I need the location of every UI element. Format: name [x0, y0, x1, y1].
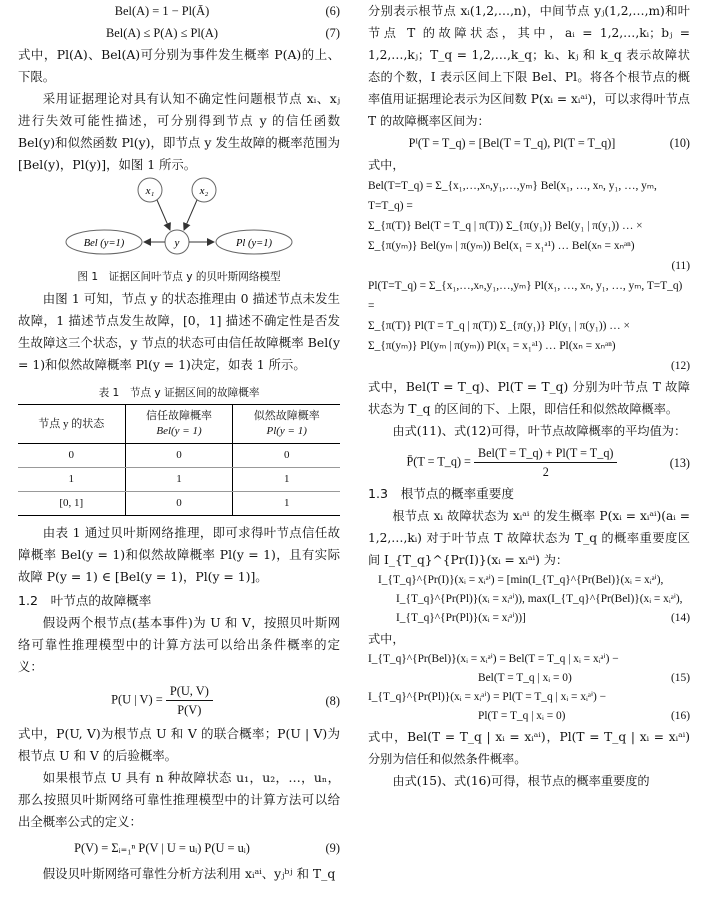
- paragraph: 假设贝叶斯网络可靠性分析方法利用 xᵢᵃⁱ、yⱼᵇʲ 和 T_q: [42, 866, 336, 881]
- paragraph: 由图 1 可知，节点 y 的状态推理由 0 描述节点未发生故障，1 描述节点发生故障，[0，1] 描述不确定性是否发生故障这三个状态，y 节点的状态可由信任故障概率 Bel(y = 1)和似然故障概率 Pl(y = 1)决定，如表 1 所示。: [18, 291, 340, 372]
- node-x1-label: x₁: [145, 185, 155, 197]
- equation-15-line2-row: [368, 669, 690, 688]
- node-bel-label: Bel (y=1): [83, 238, 125, 249]
- equation-12-line3: Σ_{π(yₘ)} Pl(yₘ | π(yₘ)) Pl(x₁ = x₁ᵃ¹) … Pl(xₙ = xₙᵃⁿ): [368, 340, 616, 352]
- equation-11: [368, 176, 690, 276]
- paragraph: 分别表示根节点 xᵢ(1,2,…,n)，中间节点 yⱼ(1,2,…,m)和叶节点 T 的故障状态，其中，aᵢ = 1,2,…,kᵢ；bⱼ = 1,2,…,kⱼ；T_q = 1,2,…,k_q；kᵢ、kⱼ 和 k_q 表示故障状态的个数，I 表示区间上下限 Bel、Pl。将各个根节点的概率值用证据理论表示为区间数 P(xᵢ = xᵢᵃⁱ)，可以求得叶节点 T 的故障概率区间为：: [368, 4, 690, 128]
- paragraph: 由表 1 通过贝叶斯网络推理，即可求得叶节点信任故障概率 Bel(y = 1)和似然故障概率 Pl(y = 1)，且有实际故障 P(y = 1) ∈ [Bel(y = 1)，Pl(y = 1)]。: [18, 525, 340, 584]
- equation-12: [368, 276, 690, 376]
- paragraph: 由式(15)、式(16)可得，根节点的概率重要度的: [392, 774, 650, 788]
- paragraph: 由式(11)、式(12)可得，叶节点故障概率的平均值为：: [392, 424, 687, 438]
- equation-8-denominator: P(V): [177, 703, 202, 717]
- equation-13-lhs: P̄(T = T_q) =: [406, 454, 471, 469]
- equation-12-number: (12): [671, 360, 690, 372]
- equation-6-body: Bel(A) = 1 − Pl(Ā): [114, 4, 210, 18]
- equation-8-numerator: P(U, V): [166, 682, 213, 701]
- equation-16-line1: I_{T_q}^{Pr(Pl)}(xᵢ = xᵢᵃⁱ) = Pl(T = T_q | xᵢ = xᵢᵃⁱ) −: [368, 691, 607, 703]
- header-pl-line1: 似然故障概率: [253, 410, 320, 422]
- equation-11-number: (11): [671, 260, 690, 272]
- equation-16-line2: Pl(T = T_q | xᵢ = 0): [478, 710, 566, 722]
- cell-pl: 1: [233, 468, 340, 492]
- equation-15-number: (15): [671, 672, 690, 684]
- edge-x1-y: [157, 200, 170, 230]
- equation-14: [368, 571, 690, 628]
- equation-7-body: Bel(A) ≤ P(A) ≤ Pl(A): [105, 26, 219, 40]
- equation-13: [368, 444, 690, 481]
- paragraph: 根节点 xᵢ 故障状态为 xᵢᵃⁱ 的发生概率 P(xᵢ = xᵢᵃⁱ)(aᵢ = 1,2,…,kᵢ) 对于叶节点 T 故障状态为 T_q 的概率重要度区间 I_{T_q}^{Pr(I)}(xᵢ = xᵢᵃⁱ) 为：: [368, 509, 690, 567]
- equation-8-number: (8): [325, 693, 340, 708]
- right-column: [368, 0, 690, 792]
- equation-13-numerator: Bel(T = T_q) + Pl(T = T_q): [474, 444, 618, 463]
- node-pl-label: Pl (y=1): [236, 238, 272, 249]
- cell-state: 1: [18, 468, 125, 492]
- equation-6: [18, 0, 340, 22]
- equation-9-body: P(V) = Σᵢ₌₁ⁿ P(V | U = uᵢ) P(U = uᵢ): [74, 841, 250, 855]
- cell-bel: 0: [125, 492, 233, 516]
- equation-14-line1: I_{T_q}^{Pr(I)}(xᵢ = xᵢᵃⁱ) = [min(I_{T_q}^{Pr(Bel)}(xᵢ = xᵢᵃⁱ),: [378, 574, 664, 586]
- equation-10: [368, 132, 690, 154]
- paragraph: 假设两个根节点(基本事件)为 U 和 V，按照贝叶斯网络可靠性推理模型中的计算方法可以给出条件概率的定义：: [18, 615, 340, 674]
- paragraph: 式中，Pl(A)、Bel(A)可分别为事件发生概率 P(A)的上、下限。: [18, 47, 340, 84]
- equation-13-body: [368, 444, 656, 481]
- equation-16-line2-row: [368, 707, 690, 726]
- equation-14-line3: I_{T_q}^{Pr(Pl)}(xᵢ = xᵢᵃⁱ))]: [396, 612, 526, 624]
- header-pl-line2: Pl(y = 1): [266, 425, 307, 437]
- equation-14-line2: I_{T_q}^{Pr(Pl)}(xᵢ = xᵢᵃⁱ)), max(I_{T_q}^{Pr(Bel)}(xᵢ = xᵢᵃⁱ),: [396, 593, 683, 605]
- header-pl: [233, 405, 340, 444]
- left-column: [18, 0, 340, 885]
- paragraph: 式中，P(U, V)为根节点 U 和 V 的联合概率；P(U | V)为根节点 U 和 V 的后验概率。: [18, 726, 340, 763]
- equation-13-number: (13): [669, 455, 690, 470]
- edge-x2-y: [184, 200, 197, 230]
- cell-pl: 0: [233, 444, 340, 468]
- equation-10-body: Pᴵ(T = T_q) = [Bel(T = T_q), Pl(T = T_q)]: [408, 136, 616, 150]
- section-heading-1-2: 1.2 叶节点的故障概率: [18, 593, 152, 608]
- figure-1: [18, 176, 340, 288]
- equation-10-number: (10): [669, 136, 690, 150]
- equation-14-number: (14): [671, 612, 690, 624]
- header-bel-line2: Bel(y = 1): [156, 425, 202, 437]
- equation-9: [18, 837, 340, 859]
- header-bel: [125, 405, 233, 444]
- table-row: [18, 468, 340, 492]
- equation-13-denominator: 2: [542, 465, 549, 479]
- bayesian-network-diagram: [18, 176, 340, 268]
- header-bel-line1: 信任故障概率: [145, 410, 212, 422]
- equation-16-number: (16): [671, 710, 690, 722]
- equation-12-line1: Pl(T=T_q) = Σ_{x₁,…,xₙ,y₁,…,yₘ} Pl(x₁, …, xₙ, y₁, …, yₘ, T=T_q) =: [368, 280, 683, 312]
- equation-16: [368, 688, 690, 726]
- cell-state: 0: [18, 444, 125, 468]
- label-where: 式中，: [368, 158, 405, 172]
- table-row: [18, 444, 340, 468]
- equation-15-line2: Bel(T = T_q | xᵢ = 0): [478, 672, 572, 684]
- equation-14-line3-row: [378, 609, 690, 628]
- equation-7-number: (7): [325, 26, 340, 40]
- equation-15: [368, 650, 690, 688]
- cell-state: [0, 1]: [18, 492, 125, 516]
- label-where: 式中，: [368, 632, 405, 646]
- equation-8-body: [18, 682, 306, 719]
- node-x2-label: x₂: [199, 185, 209, 197]
- paragraph: 式中，Bel(T = T_q)、Pl(T = T_q) 分别为叶节点 T 故障状态为 T_q 的区间的下、上限，即信任和似然故障概率。: [368, 380, 690, 416]
- equation-7: [18, 22, 340, 44]
- cell-bel: 0: [125, 444, 233, 468]
- equation-9-number: (9): [325, 841, 340, 855]
- node-y-label: y: [174, 237, 180, 249]
- header-state: 节点 y 的状态: [18, 405, 125, 444]
- equation-8-lhs: P(U | V) =: [111, 692, 163, 707]
- equation-13-fraction: [474, 444, 618, 481]
- paragraph: 式中，Bel(T = T_q | xᵢ = xᵢᵃⁱ)，Pl(T = T_q | xᵢ = xᵢᵃⁱ) 分别为信任和似然条件概率。: [368, 730, 690, 766]
- table-1-caption: 表 1 节点 y 证据区间的故障概率: [98, 387, 260, 399]
- paragraph: 采用证据理论对具有认知不确定性问题根节点 xᵢ、xⱼ 进行失效可能性描述，可分别得到节点 y 的信任函数 Bel(y)和似然函数 Pl(y)，即节点 y 发生故障的概率范围为[Bel(y)，Pl(y)]，如图 1 所示。: [18, 91, 340, 172]
- paragraph: 如果根节点 U 具有 n 种故障状态 u₁，u₂，…，uₙ，那么按照贝叶斯网络可靠性推理模型中的计算方法可以给出全概率公式的定义：: [18, 770, 340, 829]
- section-heading-1-3: 1.3 根节点的概率重要度: [368, 486, 514, 501]
- equation-6-number: (6): [325, 4, 340, 18]
- equation-11-line2: Σ_{π(T)} Bel(T = T_q | π(T)) Σ_{π(y₁)} Bel(y₁ | π(y₁)) … ×: [368, 220, 643, 232]
- equation-15-line1: I_{T_q}^{Pr(Bel)}(xᵢ = xᵢᵃⁱ) = Bel(T = T_q | xᵢ = xᵢᵃⁱ) −: [368, 653, 619, 665]
- equation-8: [18, 682, 340, 719]
- cell-pl: 1: [233, 492, 340, 516]
- figure-1-caption: 图 1 证据区间叶节点 y 的贝叶斯网络模型: [77, 271, 281, 283]
- cell-bel: 1: [125, 468, 233, 492]
- equation-11-line3: Σ_{π(yₘ)} Bel(yₘ | π(yₘ)) Bel(x₁ = x₁ᵃ¹) … Bel(xₙ = xₙᵃⁿ): [368, 240, 635, 252]
- table-row: [18, 492, 340, 516]
- equation-12-line2: Σ_{π(T)} Pl(T = T_q | π(T)) Σ_{π(y₁)} Pl(y₁ | π(y₁)) … ×: [368, 320, 630, 332]
- equation-11-line1: Bel(T=T_q) = Σ_{x₁,…,xₙ,y₁,…,yₘ} Bel(x₁, …, xₙ, y₁, …, yₘ, T=T_q) =: [368, 180, 657, 212]
- equation-8-fraction: [166, 682, 213, 719]
- table-1: [18, 404, 340, 516]
- table-header-row: [18, 405, 340, 444]
